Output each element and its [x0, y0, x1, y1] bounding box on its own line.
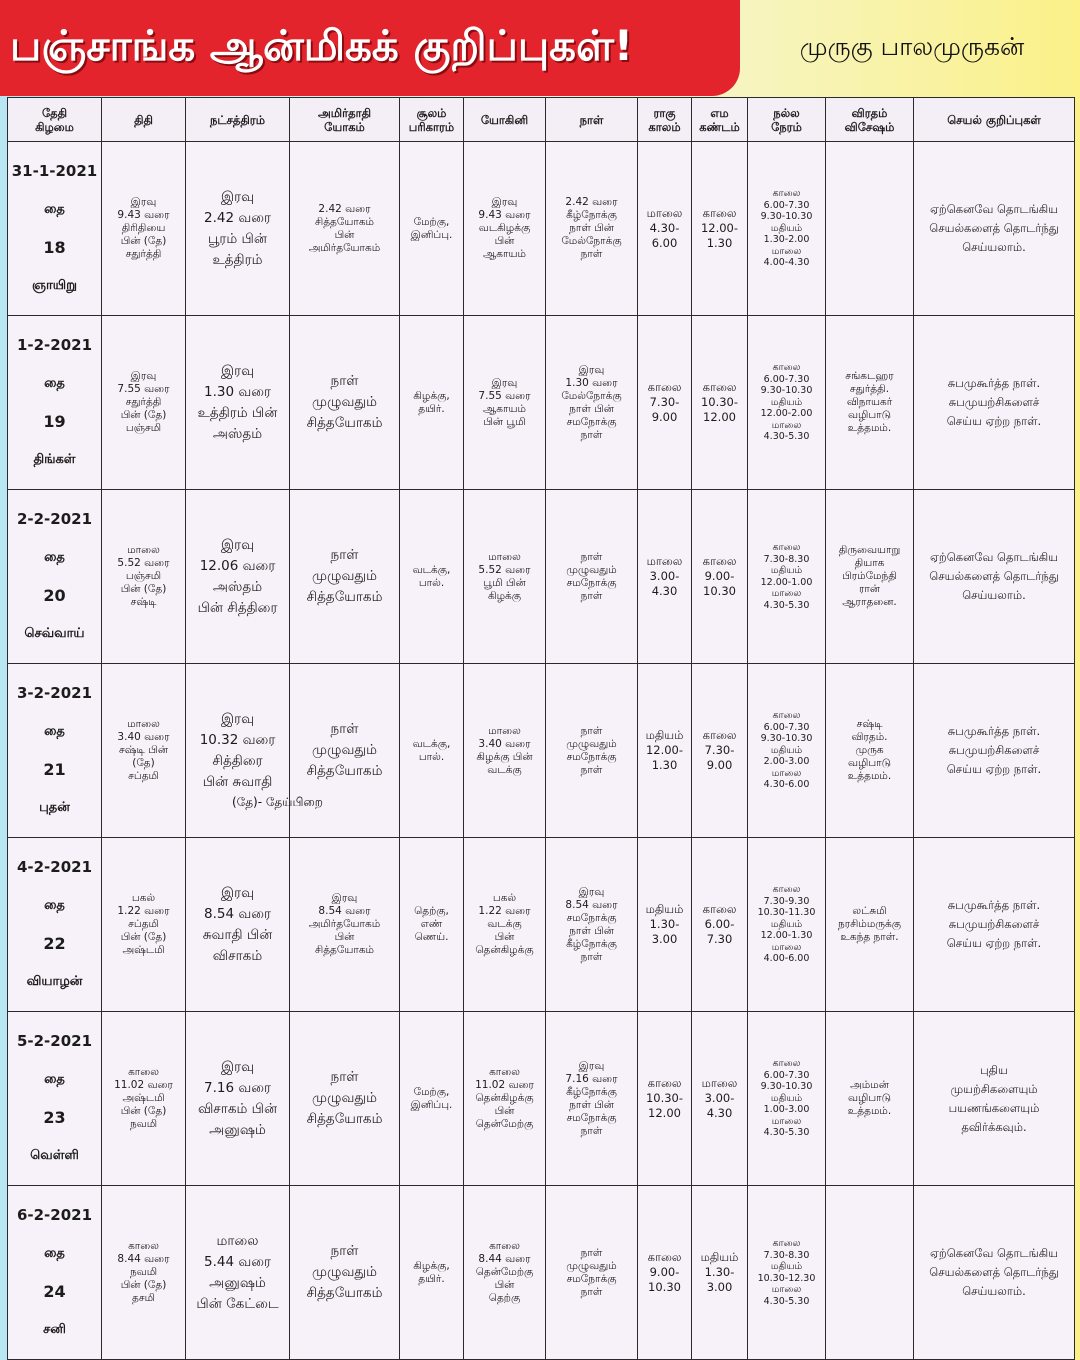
notes-cell: சுபமுகூர்த்த நாள். சுபமுயற்சிகளைச் செய்ய ஏற்ற நாள். — [914, 316, 1075, 490]
yogam-cell: நாள் முழுவதும் சித்தயோகம் — [290, 1186, 400, 1360]
viratham-cell — [826, 142, 914, 316]
viratham-cell: சங்கடஹர சதுர்த்தி. விநாயகர் வழிபாடு உத்தமம். — [826, 316, 914, 490]
table-row — [8, 316, 1075, 490]
header-thithi: திதி — [102, 98, 186, 142]
soolam-cell: தெற்கு, எண் ணெய். — [400, 838, 464, 1012]
thithi-cell: மாலை 3.40 வரை சஷ்டி பின் (தே) சப்தமி — [102, 664, 186, 838]
naal-cell: நாள் முழுவதும் சமநோக்கு நாள் — [546, 490, 638, 664]
tamil-month: தை — [44, 724, 65, 739]
weekday: செவ்வாய் — [24, 626, 85, 641]
naal-cell: நாள் முழுவதும் சமநோக்கு நாள் — [546, 664, 638, 838]
nalla-neram-cell: காலை 7.30-8.30 மதியம் 10.30-12.30 மாலை 4.30-5.30 — [748, 1186, 826, 1360]
nalla-neram-cell: காலை 6.00-7.30 9.30-10.30 மதியம் 2.00-3.00 மாலை 4.30-6.00 — [748, 664, 826, 838]
soolam-cell: மேற்கு, இனிப்பு. — [400, 142, 464, 316]
table-row — [8, 1012, 1075, 1186]
ema-cell: காலை 6.00- 7.30 — [692, 838, 748, 1012]
notes-cell: ஏற்கெனவே தொடங்கிய செயல்களைத் தொடர்ந்து செய்யலாம். — [914, 142, 1075, 316]
header-ragu: ராகு காலம் — [638, 98, 692, 142]
header-soolam: சூலம் பரிகாரம் — [400, 98, 464, 142]
date-value: 6-2-2021 — [16, 1206, 93, 1224]
date-cell — [8, 838, 102, 1012]
tamil-month: தை — [44, 202, 65, 217]
naal-cell: நாள் முழுவதும் சமநோக்கு நாள் — [546, 1186, 638, 1360]
ragu-cell: மாலை 3.00- 4.30 — [638, 490, 692, 664]
soolam-cell: கிழக்கு, தயிர். — [400, 316, 464, 490]
table-row — [8, 490, 1075, 664]
viratham-cell: லட்சுமி நரசிம்மருக்கு உகந்த நாள். — [826, 838, 914, 1012]
yogini-cell: காலை 8.44 வரை தென்மேற்கு பின் தெற்கு — [464, 1186, 546, 1360]
ragu-cell: காலை 7.30- 9.00 — [638, 316, 692, 490]
header-naal: நாள் — [546, 98, 638, 142]
thithi-cell: இரவு 7.55 வரை சதுர்த்தி பின் (தே) பஞ்சமி — [102, 316, 186, 490]
tamil-day: 18 — [43, 238, 66, 257]
table-header-row — [8, 98, 1075, 142]
weekday: திங்கள் — [33, 452, 76, 467]
viratham-cell: அம்மன் வழிபாடு உத்தமம். — [826, 1012, 914, 1186]
tamil-day: 23 — [43, 1108, 66, 1127]
yogini-cell: இரவு 7.55 வரை ஆகாயம் பின் பூமி — [464, 316, 546, 490]
weekday: புதன் — [39, 800, 70, 815]
nalla-neram-cell: காலை 6.00-7.30 9.30-10.30 மதியம் 1.00-3.00 மாலை 4.30-5.30 — [748, 1012, 826, 1186]
nakshatram-cell: இரவு 8.54 வரை சுவாதி பின் விசாகம் — [186, 838, 290, 1012]
yogini-cell: இரவு 9.43 வரை வடகிழக்கு பின் ஆகாயம் — [464, 142, 546, 316]
thithi-cell: பகல் 1.22 வரை சப்தமி பின் (தே) அஷ்டமி — [102, 838, 186, 1012]
naal-cell: இரவு 7.16 வரை கீழ்நோக்கு நாள் பின் சமநோக்கு நாள் — [546, 1012, 638, 1186]
ema-cell: காலை 7.30- 9.00 — [692, 664, 748, 838]
ragu-cell: மதியம் 1.30- 3.00 — [638, 838, 692, 1012]
ragu-cell: காலை 10.30- 12.00 — [638, 1012, 692, 1186]
soolam-cell: மேற்கு, இனிப்பு. — [400, 1012, 464, 1186]
date-value: 5-2-2021 — [16, 1032, 93, 1050]
yogini-cell: பகல் 1.22 வரை வடக்கு பின் தென்கிழக்கு — [464, 838, 546, 1012]
date-cell — [8, 490, 102, 664]
ragu-cell: காலை 9.00- 10.30 — [638, 1186, 692, 1360]
naal-cell: 2.42 வரை கீழ்நோக்கு நாள் பின் மேல்நோக்கு நாள் — [546, 142, 638, 316]
ema-cell: மதியம் 1.30- 3.00 — [692, 1186, 748, 1360]
date-value: 3-2-2021 — [16, 684, 93, 702]
yogam-cell: நாள் முழுவதும் சித்தயோகம் — [290, 316, 400, 490]
nakshatram-cell: இரவு 2.42 வரை பூரம் பின் உத்திரம் — [186, 142, 290, 316]
header-nalla: நல்ல நேரம் — [748, 98, 826, 142]
ema-cell: காலை 9.00- 10.30 — [692, 490, 748, 664]
date-cell — [8, 1012, 102, 1186]
date-value: 1-2-2021 — [16, 336, 93, 354]
page-title: பஞ்சாங்க ஆன்மிகக் குறிப்புகள்! — [10, 20, 634, 70]
date-value: 4-2-2021 — [16, 858, 93, 876]
header-notes: செயல் குறிப்புகள் — [914, 98, 1075, 142]
nakshatram-cell: இரவு 10.32 வரை சித்திரை பின் சுவாதி — [186, 664, 290, 838]
table-row — [8, 142, 1075, 316]
header-viratham: விரதம் விசேஷம் — [826, 98, 914, 142]
tamil-month: தை — [44, 1072, 65, 1087]
nalla-neram-cell: காலை 7.30-8.30 மதியம் 12.00-1.00 மாலை 4.30-5.30 — [748, 490, 826, 664]
date-cell — [8, 664, 102, 838]
header-nakshatram: நட்சத்திரம் — [186, 98, 290, 142]
tamil-day: 22 — [43, 934, 66, 953]
tamil-day: 20 — [43, 586, 66, 605]
date-value: 2-2-2021 — [16, 510, 93, 528]
tamil-month: தை — [44, 1246, 65, 1261]
tamil-month: தை — [44, 376, 65, 391]
notes-cell: சுபமுகூர்த்த நாள். சுபமுயற்சிகளைச் செய்ய ஏற்ற நாள். — [914, 838, 1075, 1012]
ragu-cell: மாலை 4.30- 6.00 — [638, 142, 692, 316]
header-yogini: யோகினி — [464, 98, 546, 142]
naal-cell: இரவு 1.30 வரை மேல்நோக்கு நாள் பின் சமநோக்கு நாள் — [546, 316, 638, 490]
ema-cell: காலை 12.00- 1.30 — [692, 142, 748, 316]
viratham-cell: திருவையாறு தியாக பிரம்மேந்தி ரான் ஆராதனை. — [826, 490, 914, 664]
nalla-neram-cell: காலை 6.00-7.30 9.30-10.30 மதியம் 12.00-2.00 மாலை 4.30-5.30 — [748, 316, 826, 490]
ema-cell: காலை 10.30- 12.00 — [692, 316, 748, 490]
panchangam-table — [7, 97, 1075, 1360]
author-name: முருகு பாலமுருகன் — [799, 32, 1025, 61]
table-row — [8, 1186, 1075, 1360]
nalla-neram-cell: காலை 6.00-7.30 9.30-10.30 மதியம் 1.30-2.00 மாலை 4.00-4.30 — [748, 142, 826, 316]
thithi-cell: இரவு 9.43 வரை திரிதியை பின் (தே) சதுர்த்தி — [102, 142, 186, 316]
viratham-cell — [826, 1186, 914, 1360]
table-row — [8, 664, 1075, 838]
weekday: வியாழன் — [26, 974, 83, 989]
tamil-day: 21 — [43, 760, 66, 779]
date-value: 31-1-2021 — [11, 162, 98, 180]
tamil-day: 24 — [43, 1282, 66, 1301]
yogam-cell: நாள் முழுவதும் சித்தயோகம் — [290, 1012, 400, 1186]
nakshatram-cell: இரவு 12.06 வரை அஸ்தம் பின் சித்திரை — [186, 490, 290, 664]
date-cell — [8, 1186, 102, 1360]
tamil-month: தை — [44, 898, 65, 913]
thithi-cell: காலை 8.44 வரை நவமி பின் (தே) தசமி — [102, 1186, 186, 1360]
viratham-cell: சஷ்டி விரதம். முருக வழிபாடு உத்தமம். — [826, 664, 914, 838]
tamil-day: 19 — [43, 412, 66, 431]
weekday: வெள்ளி — [30, 1148, 79, 1163]
header-ema: எம கண்டம் — [692, 98, 748, 142]
ema-cell: மாலை 3.00- 4.30 — [692, 1012, 748, 1186]
yogam-cell: நாள் முழுவதும் சித்தயோகம் — [290, 664, 400, 838]
footnote: (தே)- தேய்பிறை — [232, 795, 323, 809]
weekday: ஞாயிறு — [32, 278, 77, 293]
thithi-cell: மாலை 5.52 வரை பஞ்சமி பின் (தே) சஷ்டி — [102, 490, 186, 664]
soolam-cell: வடக்கு, பால். — [400, 664, 464, 838]
nakshatram-cell: இரவு 1.30 வரை உத்திரம் பின் அஸ்தம் — [186, 316, 290, 490]
header-yogam: அமிர்தாதி யோகம் — [290, 98, 400, 142]
nalla-neram-cell: காலை 7.30-9.30 10.30-11.30 மதியம் 12.00-1.30 மாலை 4.00-6.00 — [748, 838, 826, 1012]
nakshatram-cell: மாலை 5.44 வரை அனுஷம் பின் கேட்டை — [186, 1186, 290, 1360]
header-date: தேதி கிழமை — [8, 98, 102, 142]
table-row — [8, 838, 1075, 1012]
date-cell — [8, 316, 102, 490]
notes-cell: ஏற்கெனவே தொடங்கிய செயல்களைத் தொடர்ந்து செய்யலாம். — [914, 1186, 1075, 1360]
weekday: சனி — [43, 1322, 66, 1337]
naal-cell: இரவு 8.54 வரை சமநோக்கு நாள் பின் கீழ்நோக்கு நாள் — [546, 838, 638, 1012]
yogini-cell: மாலை 5.52 வரை பூமி பின் கிழக்கு — [464, 490, 546, 664]
nakshatram-cell: இரவு 7.16 வரை விசாகம் பின் அனுஷம் — [186, 1012, 290, 1186]
soolam-cell: வடக்கு, பால். — [400, 490, 464, 664]
yogam-cell: இரவு 8.54 வரை அமிர்தயோகம் பின் சித்தயோகம் — [290, 838, 400, 1012]
notes-cell: சுபமுகூர்த்த நாள். சுபமுயற்சிகளைச் செய்ய ஏற்ற நாள். — [914, 664, 1075, 838]
soolam-cell: கிழக்கு, தயிர். — [400, 1186, 464, 1360]
title-banner — [0, 0, 740, 96]
ragu-cell: மதியம் 12.00- 1.30 — [638, 664, 692, 838]
date-cell — [8, 142, 102, 316]
yogam-cell: 2.42 வரை சித்தயோகம் பின் அமிர்தயோகம் — [290, 142, 400, 316]
tamil-month: தை — [44, 550, 65, 565]
yogini-cell: காலை 11.02 வரை தென்கிழக்கு பின் தென்மேற்கு — [464, 1012, 546, 1186]
yogam-cell: நாள் முழுவதும் சித்தயோகம் — [290, 490, 400, 664]
notes-cell: புதிய முயற்சிகளையும் பயணங்களையும் தவிர்க்கவும். — [914, 1012, 1075, 1186]
yogini-cell: மாலை 3.40 வரை கிழக்கு பின் வடக்கு — [464, 664, 546, 838]
thithi-cell: காலை 11.02 வரை அஷ்டமி பின் (தே) நவமி — [102, 1012, 186, 1186]
notes-cell: ஏற்கெனவே தொடங்கிய செயல்களைத் தொடர்ந்து செய்யலாம். — [914, 490, 1075, 664]
